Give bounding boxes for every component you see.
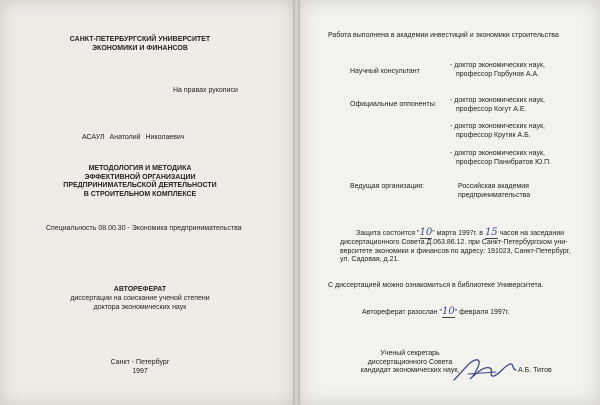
publication-place: [40, 359, 240, 376]
lead-org-line-2: предпринимательства: [458, 191, 531, 199]
sent-day: 10: [441, 306, 455, 317]
supervisor-label: Научный консультант: [350, 68, 420, 75]
defense-hour: 15: [484, 227, 498, 238]
purpose-line-2: доктора экономических наук: [93, 303, 187, 311]
sent-suffix: " февраля 1997г.: [454, 309, 510, 316]
sent-line: [362, 308, 509, 318]
opponent-3-degree: - доктор экономических наук,: [450, 150, 545, 157]
supervisor-degree: - доктор экономических наук,: [450, 62, 545, 69]
opponent-1-name: профессор Когут А.Е.: [456, 105, 527, 113]
defense-mid: " марта 1997г. в: [432, 230, 483, 237]
secretary-line-1: Ученый секретарь: [380, 350, 440, 357]
opponent-2: [450, 123, 545, 140]
signature-icon: [450, 352, 520, 386]
defense-details-line-3: ул. Садовая, д.21.: [340, 256, 400, 263]
city: Санкт - Петербург: [110, 359, 170, 366]
title-line-4: В СТРОИТЕЛЬНОМ КОМПЛЕКСЕ: [83, 190, 197, 198]
manuscript-rights: На правах рукописи: [173, 87, 238, 94]
purpose-line-1: диссертации на соискание ученой степени: [70, 295, 210, 302]
institution-line-2: ЭКОНОМИКИ И ФИНАНСОВ: [92, 44, 188, 52]
lead-org-label: Ведущая организация:: [350, 183, 424, 190]
supervisor-name: профессор Горбунов А.А.: [456, 70, 540, 78]
cover-page: [0, 0, 293, 405]
secretary-line-3: кандидат экономических наук,: [360, 367, 460, 374]
lead-org-value: [458, 183, 530, 200]
book-gutter: [293, 0, 300, 405]
doc-type: АВТОРЕФЕРАТ: [113, 286, 167, 293]
lead-org-line-1: Российская академия: [458, 183, 529, 190]
defense-line: [356, 229, 564, 239]
supervisor-value: [450, 62, 545, 79]
defense-day: 10: [419, 227, 433, 238]
opponent-2-name: профессор Крутик А.Б.: [456, 131, 531, 139]
title-line-1: МЕТОДОЛОГИЯ И МЕТОДИКА: [88, 165, 192, 172]
title-line-3: ПРЕДПРИНИМАТЕЛЬСКОЙ ДЕЯТЕЛЬНОСТИ: [63, 182, 217, 189]
defense-details-line-2: верситете экономики и финансов по адресу: 191023, Санкт-Петербург,: [340, 247, 571, 255]
work-performed-at: Работа выполнена в академии инвестиций и экономики строительства: [328, 32, 559, 39]
dissertation-title: [40, 165, 240, 199]
secretary-name: А.Б. Титов: [518, 367, 552, 374]
secretary-line-2: диссертационного Совета: [367, 358, 453, 366]
defense-details: [340, 239, 570, 265]
defense-suffix: часов на заседании: [499, 230, 565, 237]
opponent-1-degree: - доктор экономических наук,: [450, 97, 545, 104]
info-page: [300, 0, 600, 405]
title-line-2: ЭФФЕКТИВНОЙ ОРГАНИЗАЦИИ: [84, 173, 196, 181]
opponents-label: Официальные оппоненты:: [350, 101, 437, 108]
opponent-3: [450, 150, 551, 167]
opponent-2-degree: - доктор экономических наук,: [450, 123, 545, 130]
defense-details-line-1: диссертационного Совета Д.063.86.12. при Санкт-Петербургском уни-: [340, 239, 568, 246]
institution-name: [40, 36, 240, 53]
purpose: [40, 295, 240, 312]
specialty: Специальность 08.00.30 - Экономика предпринимательства: [46, 225, 242, 232]
year: 1997: [132, 367, 148, 375]
defense-prefix: Защита состоится ": [356, 230, 420, 237]
institution-line-1: САНКТ-ПЕТЕРБУРГСКИЙ УНИВЕРСИТЕТ: [69, 36, 211, 43]
sent-prefix: Автореферат разослан ": [362, 309, 442, 316]
opponent-1: [450, 97, 545, 114]
author-name: АСАУЛ Анатолий Николаевич: [82, 134, 185, 141]
opponent-3-name: профессор Панибратов Ю.П.: [456, 158, 552, 166]
library-note: С диссертацией можно ознакомиться в библиотеке Университета.: [328, 282, 544, 289]
